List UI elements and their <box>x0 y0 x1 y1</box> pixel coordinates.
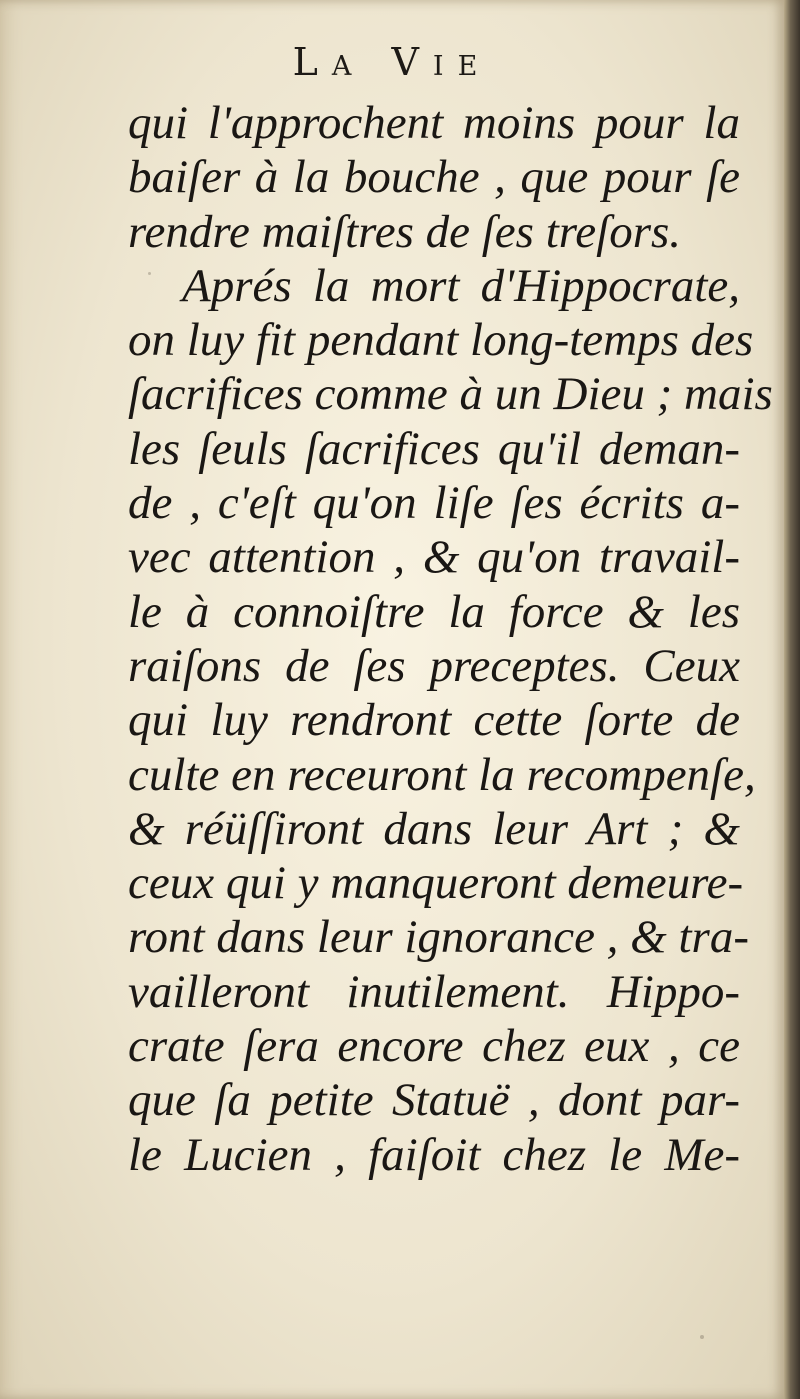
text-line: qui luy rendront cette ſorte de <box>128 694 740 747</box>
paper-speck <box>148 272 151 275</box>
text-line: baiſer à la bouche , que pour ſe <box>128 151 740 204</box>
page-edge <box>784 0 800 1399</box>
text-line: vec attention , & qu'on travail- <box>128 531 740 584</box>
text-line: on luy fit pendant long-temps des <box>128 314 754 367</box>
body-text <box>128 96 773 1182</box>
text-line: rendre maiſtres de ſes treſors. <box>128 205 682 258</box>
paper-speck <box>700 1335 704 1339</box>
text-line: ſacrifices comme à un Dieu ; mais <box>128 368 773 421</box>
text-line: crate ſera encore chez eux , ce <box>128 1020 740 1073</box>
text-line: vailleront inutilement. Hippo- <box>128 965 740 1018</box>
running-head: La Vie <box>292 40 492 84</box>
text-line: qui l'approchent moins pour la <box>128 97 740 149</box>
text-line: le Lucien , faiſoit chez le Me- <box>128 1128 740 1181</box>
text-line: culte en receuront la recompenſe, <box>128 748 756 801</box>
text-line: que ſa petite Statuë , dont par- <box>128 1074 740 1127</box>
text-line: Aprés la mort d'Hippocrate, <box>182 259 740 312</box>
text-line: ceux qui y manqueront demeure- <box>128 857 744 910</box>
text-line: les ſeuls ſacrifices qu'il deman- <box>128 422 740 475</box>
text-line: raiſons de ſes preceptes. Ceux <box>128 639 740 692</box>
text-line: le à connoiſtre la force & les <box>128 585 740 638</box>
text-line: ront dans leur ignorance , & tra- <box>128 911 749 964</box>
text-line: de , c'eſt qu'on liſe ſes écrits a- <box>128 477 740 530</box>
text-line: & réüſſiront dans leur Art ; & <box>128 802 740 855</box>
